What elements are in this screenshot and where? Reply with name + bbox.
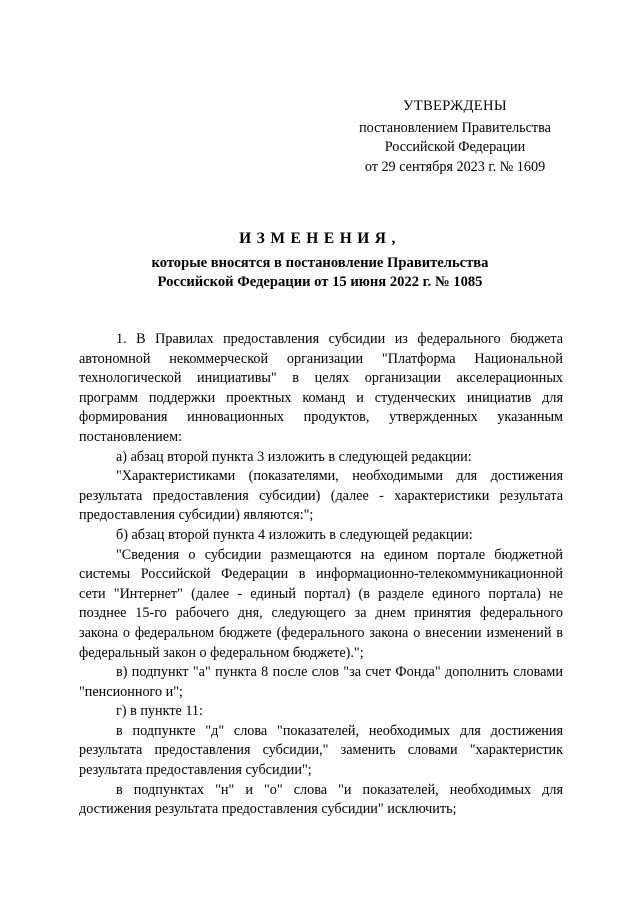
document-body: [79, 330, 563, 820]
paragraph: "Характеристиками (показателями, необходимыми для достижения результата предоставления субсидии) (далее - характеристики результата предоставления субсидии) являются:";: [79, 468, 563, 524]
paragraph: в подпунктах "н" и "о" слова "и показателей, необходимых для достижения результата предоставления субсидии" исключить;: [79, 781, 563, 818]
paragraph: г) в пункте 11:: [116, 703, 203, 720]
subtitle-line-1: которые вносятся в постановление Правительства: [151, 255, 489, 271]
approval-line-3: от 29 сентября 2023 г. № 1609: [364, 158, 546, 175]
paragraph: б) абзац второй пункта 4 изложить в следующей редакции:: [116, 526, 473, 543]
approval-line-1: постановлением Правительства: [359, 119, 551, 136]
approval-stamp: [340, 97, 570, 177]
paragraph: в подпункте "д" слова "показателей, необходимых для достижения результата предоставления субсидии," заменить словами "характеристик результата предоставления субсидии";: [79, 722, 563, 779]
paragraph: в) подпункт "а" пункта 8 после слов "за счет Фонда" дополнить словами "пенсионного и";: [79, 664, 563, 700]
paragraph: 1. В Правилах предоставления субсидии из федерального бюджета автономной некоммерческой организации "Платформа Национальной технологической инициативы" в целях организации акселерационных программ поддержки проектных команд и студенческих инициатив для формирования инновационных продуктов, утвержденных указанным постановлением:: [79, 331, 563, 445]
subtitle-line-2: Российской Федерации от 15 июня 2022 г. № 1085: [157, 274, 483, 290]
paragraph: "Сведения о субсидии размещаются на едином портале бюджетной системы Российской Федерации в информационно-телекоммуникационной сети "Интернет" (далее - единый портал) (в разделе единого портала) не позднее 15-го рабочего дня, следующего за днем принятия федерального закона о федеральном бюджете (федерального закона о внесении изменений в федеральный закон о федеральном бюджете).";: [79, 546, 563, 661]
document-subtitle: [100, 254, 540, 292]
document-title: ИЗМЕНЕНИЯ,: [239, 230, 401, 247]
paragraph: а) абзац второй пункта 3 изложить в следующей редакции:: [116, 448, 472, 465]
approval-line-2: Российской Федерации: [384, 139, 526, 155]
approval-heading: УТВЕРЖДЕНЫ: [403, 98, 507, 114]
